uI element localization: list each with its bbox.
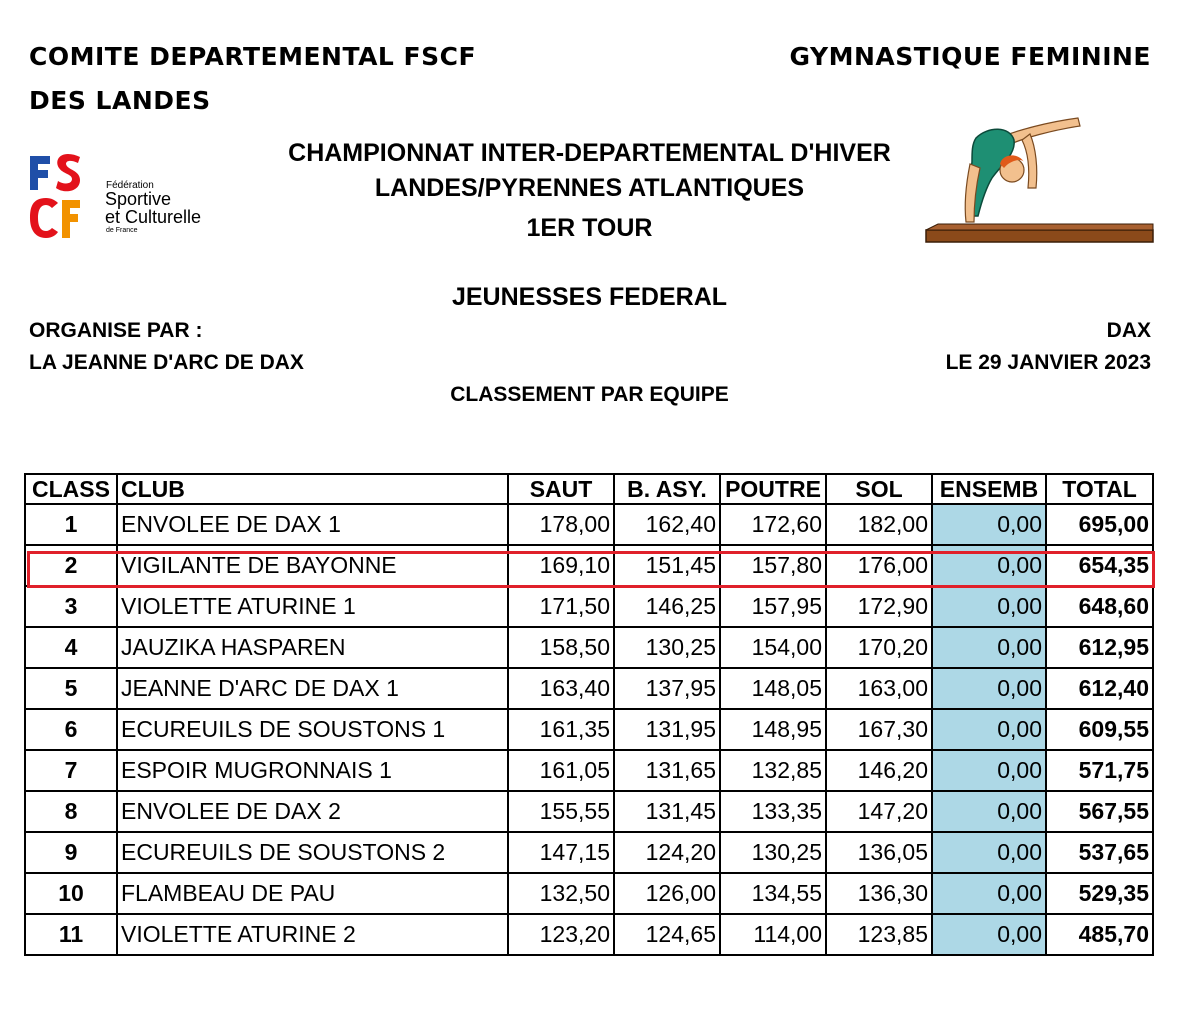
poutre-cell: 132,85 bbox=[720, 750, 826, 791]
saut-cell: 169,10 bbox=[508, 545, 614, 586]
b-asy-cell: 137,95 bbox=[614, 668, 720, 709]
championship-title: CHAMPIONNAT INTER-DEPARTEMENTAL D'HIVER bbox=[288, 139, 891, 167]
sol-cell: 136,30 bbox=[826, 873, 932, 914]
ensemble-cell: 0,00 bbox=[932, 586, 1046, 627]
total-cell: 485,70 bbox=[1046, 914, 1153, 955]
header-ensemble: ENSEMB bbox=[932, 474, 1046, 504]
ensemble-cell: 0,00 bbox=[932, 668, 1046, 709]
total-cell: 612,95 bbox=[1046, 627, 1153, 668]
club-cell: ESPOIR MUGRONNAIS 1 bbox=[117, 750, 508, 791]
sol-cell: 123,85 bbox=[826, 914, 932, 955]
poutre-cell: 157,80 bbox=[720, 545, 826, 586]
logo-text-federation: Fédération bbox=[106, 180, 154, 191]
total-cell: 571,75 bbox=[1046, 750, 1153, 791]
rank-cell: 5 bbox=[25, 668, 117, 709]
category-title: JEUNESSES FEDERAL bbox=[451, 283, 728, 311]
ensemble-cell: 0,00 bbox=[932, 750, 1046, 791]
club-cell: ENVOLEE DE DAX 2 bbox=[117, 791, 508, 832]
header-class: CLASS bbox=[25, 474, 117, 504]
ensemble-cell: 0,00 bbox=[932, 627, 1046, 668]
org-name-line1: COMITE DEPARTEMENTAL FSCF bbox=[29, 42, 477, 71]
header-sol: SOL bbox=[826, 474, 932, 504]
club-cell: ECUREUILS DE SOUSTONS 2 bbox=[117, 832, 508, 873]
saut-cell: 158,50 bbox=[508, 627, 614, 668]
table-row bbox=[25, 545, 1153, 586]
sol-cell: 146,20 bbox=[826, 750, 932, 791]
saut-cell: 132,50 bbox=[508, 873, 614, 914]
sol-cell: 147,20 bbox=[826, 791, 932, 832]
header-saut: SAUT bbox=[508, 474, 614, 504]
rank-cell: 9 bbox=[25, 832, 117, 873]
table-header-row bbox=[25, 474, 1153, 504]
ensemble-cell: 0,00 bbox=[932, 545, 1046, 586]
b-asy-cell: 124,65 bbox=[614, 914, 720, 955]
header-total: TOTAL bbox=[1046, 474, 1153, 504]
saut-cell: 147,15 bbox=[508, 832, 614, 873]
discipline-title: GYMNASTIQUE FEMININE bbox=[789, 42, 1151, 71]
rank-cell: 8 bbox=[25, 791, 117, 832]
b-asy-cell: 151,45 bbox=[614, 545, 720, 586]
ensemble-cell: 0,00 bbox=[932, 914, 1046, 955]
saut-cell: 163,40 bbox=[508, 668, 614, 709]
saut-cell: 161,35 bbox=[508, 709, 614, 750]
poutre-cell: 148,05 bbox=[720, 668, 826, 709]
poutre-cell: 130,25 bbox=[720, 832, 826, 873]
club-cell: VIGILANTE DE BAYONNE bbox=[117, 545, 508, 586]
org-name-line2: DES LANDES bbox=[29, 86, 211, 115]
header-b-asy: B. ASY. bbox=[614, 474, 720, 504]
table-row bbox=[25, 586, 1153, 627]
rank-cell: 1 bbox=[25, 504, 117, 545]
ensemble-cell: 0,00 bbox=[932, 832, 1046, 873]
table-row bbox=[25, 914, 1153, 955]
b-asy-cell: 146,25 bbox=[614, 586, 720, 627]
poutre-cell: 157,95 bbox=[720, 586, 826, 627]
table-row bbox=[25, 791, 1153, 832]
organiser-name: LA JEANNE D'ARC DE DAX bbox=[29, 351, 304, 374]
header-poutre: POUTRE bbox=[720, 474, 826, 504]
sol-cell: 167,30 bbox=[826, 709, 932, 750]
b-asy-cell: 130,25 bbox=[614, 627, 720, 668]
poutre-cell: 172,60 bbox=[720, 504, 826, 545]
saut-cell: 155,55 bbox=[508, 791, 614, 832]
total-cell: 537,65 bbox=[1046, 832, 1153, 873]
club-cell: VIOLETTE ATURINE 2 bbox=[117, 914, 508, 955]
header-club: CLUB bbox=[117, 474, 508, 504]
sol-cell: 176,00 bbox=[826, 545, 932, 586]
poutre-cell: 133,35 bbox=[720, 791, 826, 832]
rank-cell: 2 bbox=[25, 545, 117, 586]
total-cell: 609,55 bbox=[1046, 709, 1153, 750]
club-cell: VIOLETTE ATURINE 1 bbox=[117, 586, 508, 627]
club-cell: FLAMBEAU DE PAU bbox=[117, 873, 508, 914]
ensemble-cell: 0,00 bbox=[932, 791, 1046, 832]
table-row bbox=[25, 832, 1153, 873]
team-ranking-table bbox=[24, 473, 1154, 956]
championship-subtitle: LANDES/PYRENNES ATLANTIQUES bbox=[374, 174, 805, 202]
total-cell: 695,00 bbox=[1046, 504, 1153, 545]
table-body bbox=[25, 504, 1153, 955]
club-cell: JAUZIKA HASPAREN bbox=[117, 627, 508, 668]
logo-text-sportive: Sportive bbox=[105, 189, 172, 209]
poutre-cell: 134,55 bbox=[720, 873, 826, 914]
club-cell: JEANNE D'ARC DE DAX 1 bbox=[117, 668, 508, 709]
sol-cell: 163,00 bbox=[826, 668, 932, 709]
table-row bbox=[25, 873, 1153, 914]
event-date: LE 29 JANVIER 2023 bbox=[945, 351, 1151, 374]
sol-cell: 172,90 bbox=[826, 586, 932, 627]
ranking-title: CLASSEMENT PAR EQUIPE bbox=[450, 383, 729, 406]
event-city: DAX bbox=[1106, 319, 1151, 342]
poutre-cell: 154,00 bbox=[720, 627, 826, 668]
rank-cell: 7 bbox=[25, 750, 117, 791]
rank-cell: 4 bbox=[25, 627, 117, 668]
total-cell: 529,35 bbox=[1046, 873, 1153, 914]
rank-cell: 10 bbox=[25, 873, 117, 914]
saut-cell: 161,05 bbox=[508, 750, 614, 791]
round-title: 1ER TOUR bbox=[526, 214, 653, 242]
b-asy-cell: 131,65 bbox=[614, 750, 720, 791]
sol-cell: 136,05 bbox=[826, 832, 932, 873]
poutre-cell: 114,00 bbox=[720, 914, 826, 955]
rank-cell: 6 bbox=[25, 709, 117, 750]
table-row bbox=[25, 750, 1153, 791]
table-row bbox=[25, 504, 1153, 545]
club-cell: ENVOLEE DE DAX 1 bbox=[117, 504, 508, 545]
club-cell: ECUREUILS DE SOUSTONS 1 bbox=[117, 709, 508, 750]
ensemble-cell: 0,00 bbox=[932, 504, 1046, 545]
poutre-cell: 148,95 bbox=[720, 709, 826, 750]
b-asy-cell: 131,45 bbox=[614, 791, 720, 832]
total-cell: 567,55 bbox=[1046, 791, 1153, 832]
organise-label: ORGANISE PAR : bbox=[29, 319, 203, 342]
b-asy-cell: 124,20 bbox=[614, 832, 720, 873]
sol-cell: 170,20 bbox=[826, 627, 932, 668]
b-asy-cell: 126,00 bbox=[614, 873, 720, 914]
table-row bbox=[25, 627, 1153, 668]
saut-cell: 171,50 bbox=[508, 586, 614, 627]
sol-cell: 182,00 bbox=[826, 504, 932, 545]
b-asy-cell: 131,95 bbox=[614, 709, 720, 750]
rank-cell: 11 bbox=[25, 914, 117, 955]
ensemble-cell: 0,00 bbox=[932, 873, 1046, 914]
table-row bbox=[25, 709, 1153, 750]
total-cell: 612,40 bbox=[1046, 668, 1153, 709]
logo-text-culturelle: et Culturelle bbox=[105, 207, 202, 227]
b-asy-cell: 162,40 bbox=[614, 504, 720, 545]
gymnast-illustration bbox=[918, 108, 1158, 248]
saut-cell: 178,00 bbox=[508, 504, 614, 545]
saut-cell: 123,20 bbox=[508, 914, 614, 955]
total-cell: 648,60 bbox=[1046, 586, 1153, 627]
table-row bbox=[25, 668, 1153, 709]
rank-cell: 3 bbox=[25, 586, 117, 627]
ensemble-cell: 0,00 bbox=[932, 709, 1046, 750]
logo-text-de-france: de France bbox=[106, 227, 138, 234]
total-cell: 654,35 bbox=[1046, 545, 1153, 586]
